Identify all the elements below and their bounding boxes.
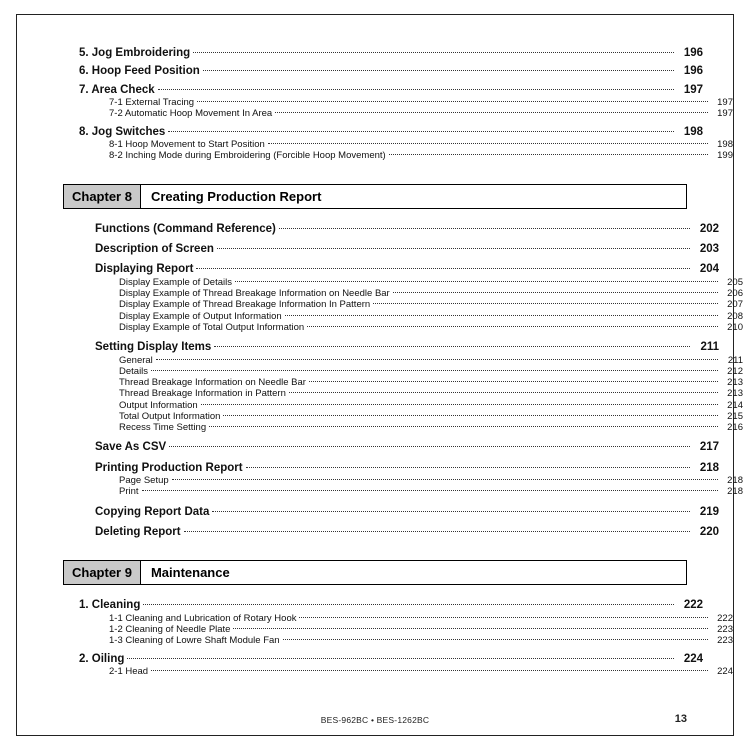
toc-entry-page: 211 xyxy=(727,354,743,366)
toc-entry[interactable] xyxy=(63,389,743,399)
toc-entry-page: 198 xyxy=(683,125,703,138)
toc-entry-label: Details xyxy=(119,365,149,377)
dot-leader xyxy=(172,479,718,480)
toc-entry[interactable] xyxy=(63,312,743,322)
toc-entry[interactable] xyxy=(63,98,733,108)
dot-leader xyxy=(373,303,718,304)
dot-leader xyxy=(279,228,690,229)
toc-entry[interactable] xyxy=(63,140,733,150)
toc-entry[interactable] xyxy=(63,625,733,635)
chapter-heading-9[interactable] xyxy=(63,560,687,585)
toc-entry[interactable] xyxy=(63,462,719,474)
toc-entry-label: Display Example of Thread Breakage Information on Needle Bar xyxy=(119,288,390,300)
toc-entry-label: Save As CSV xyxy=(95,441,167,454)
toc-entry-label: Printing Production Report xyxy=(95,461,243,474)
toc-entry[interactable] xyxy=(63,109,733,119)
toc-entry[interactable] xyxy=(63,476,743,486)
toc-entry[interactable] xyxy=(63,599,703,611)
toc-entry-page: 216 xyxy=(727,422,743,433)
toc-entry-label: 5. Jog Embroidering xyxy=(79,47,191,59)
page-border-frame xyxy=(16,14,743,736)
toc-entry[interactable] xyxy=(63,367,743,377)
toc-entry[interactable] xyxy=(63,526,719,538)
chapter-title: Maintenance xyxy=(141,561,686,584)
toc-entry-label: Copying Report Data xyxy=(95,505,210,518)
toc-entry-label: 7-1 External Tracing xyxy=(109,97,195,109)
toc-entry-label: Setting Display Items xyxy=(95,341,212,354)
toc-entry-page: 196 xyxy=(683,47,703,59)
toc-entry-page: 197 xyxy=(683,83,703,96)
toc-entry-label: 7-2 Automatic Hoop Movement In Area xyxy=(109,108,273,120)
dot-leader xyxy=(233,628,708,629)
toc-entry-page: 199 xyxy=(717,150,733,162)
toc-entry-label: 2-1 Head xyxy=(109,665,149,677)
toc-entry-page: 197 xyxy=(717,108,733,120)
toc-entry[interactable] xyxy=(63,667,733,677)
toc-entry[interactable] xyxy=(63,263,719,275)
dot-leader xyxy=(158,89,674,90)
dot-leader xyxy=(151,370,718,371)
toc-entry-label: 6. Hoop Feed Position xyxy=(79,65,200,78)
dot-leader xyxy=(214,346,690,347)
toc-entry-label: Description of Screen xyxy=(95,243,214,256)
dot-leader xyxy=(309,381,718,382)
toc-entry-page: 202 xyxy=(699,222,719,235)
page-number: 13 xyxy=(674,713,687,725)
toc-entry[interactable] xyxy=(63,300,743,310)
toc-entry-label: 7. Area Check xyxy=(79,83,155,96)
toc-entry-label: Functions (Command Reference) xyxy=(95,222,276,235)
dot-leader xyxy=(151,670,708,671)
toc-entry-label: 2. Oiling xyxy=(79,652,125,665)
toc-entry-page: 217 xyxy=(699,441,719,454)
toc-entry-page: 208 xyxy=(727,310,743,322)
toc-entry-label: General xyxy=(119,354,153,366)
toc-entry[interactable] xyxy=(63,614,733,624)
toc-entry-page: 210 xyxy=(727,321,743,333)
toc-entry-page: 204 xyxy=(699,263,719,276)
dot-leader xyxy=(197,101,708,102)
dot-leader xyxy=(209,426,718,427)
toc-entry[interactable] xyxy=(63,243,719,255)
dot-leader xyxy=(168,131,674,132)
toc-entry-label: 8. Jog Switches xyxy=(79,125,166,138)
toc-entry[interactable] xyxy=(63,506,719,518)
toc-entry-page: 224 xyxy=(717,665,733,677)
toc-entry[interactable] xyxy=(63,378,743,388)
toc-entry-label: 1-1 Cleaning and Lubrication of Rotary Hook xyxy=(109,612,297,624)
toc-entry[interactable] xyxy=(63,126,703,138)
toc-entry-page: 213 xyxy=(727,388,743,400)
toc-entry-label: Thread Breakage Information on Needle Bar xyxy=(119,377,306,388)
toc-entry-page: 196 xyxy=(683,65,703,78)
toc-entry-page: 222 xyxy=(683,599,703,612)
footer-model-text: BES-962BC • BES-1262BC xyxy=(320,715,430,725)
chapter-number: Chapter 8 xyxy=(64,185,141,208)
toc-entry-page: 214 xyxy=(727,399,743,411)
dot-leader xyxy=(289,392,718,393)
toc-entry-label: 1. Cleaning xyxy=(79,599,141,612)
dot-leader xyxy=(127,658,674,659)
dot-leader xyxy=(169,446,690,447)
toc-entry-label: Total Output Information xyxy=(119,410,221,422)
dot-leader xyxy=(235,281,718,282)
dot-leader xyxy=(201,404,718,405)
toc-entry[interactable] xyxy=(63,341,719,353)
dot-leader xyxy=(307,326,718,327)
toc-entry-page: 220 xyxy=(699,525,719,538)
dot-leader xyxy=(268,143,708,144)
toc-entry-page: 203 xyxy=(699,243,719,256)
table-of-contents xyxy=(63,47,743,677)
toc-entry-page: 224 xyxy=(683,652,703,665)
dot-leader xyxy=(142,490,718,491)
toc-section-chapter-8 xyxy=(63,222,743,539)
chapter-title: Creating Production Report xyxy=(141,185,686,208)
toc-entry-label: Display Example of Output Information xyxy=(119,310,282,322)
toc-entry-page: 198 xyxy=(717,139,733,151)
toc-section-chapter-9 xyxy=(63,599,733,677)
toc-entry[interactable] xyxy=(63,223,719,235)
toc-entry-page: 205 xyxy=(727,276,743,288)
dot-leader xyxy=(196,268,690,269)
toc-entry[interactable] xyxy=(63,84,703,96)
toc-entry-label: 8-2 Inching Mode during Embroidering (Forcible Hoop Movement) xyxy=(109,150,386,162)
toc-entry-label: Deleting Report xyxy=(95,525,181,538)
toc-entry-label: Displaying Report xyxy=(95,263,194,276)
dot-leader xyxy=(212,511,690,512)
toc-entry-label: Display Example of Thread Breakage Information In Pattern xyxy=(119,299,371,311)
toc-entry-label: Display Example of Details xyxy=(119,276,232,288)
toc-section-continuation xyxy=(63,47,733,162)
dot-leader xyxy=(275,112,708,113)
toc-entry-page: 215 xyxy=(727,410,743,422)
toc-entry-page: 218 xyxy=(727,486,743,498)
toc-entry-label: Output Information xyxy=(119,399,198,411)
dot-leader xyxy=(193,52,674,53)
toc-entry-page: 223 xyxy=(717,635,733,647)
toc-entry[interactable] xyxy=(63,636,733,646)
dot-leader xyxy=(283,639,708,640)
dot-leader xyxy=(393,292,718,293)
toc-entry-label: Print xyxy=(119,486,139,498)
toc-entry-page: 213 xyxy=(727,377,743,388)
toc-entry-page: 218 xyxy=(699,461,719,474)
toc-entry[interactable] xyxy=(63,151,733,161)
toc-entry-label: Display Example of Total Output Information xyxy=(119,321,305,333)
toc-entry-label: Recess Time Setting xyxy=(119,422,207,433)
toc-entry[interactable] xyxy=(63,278,743,288)
toc-entry-page: 212 xyxy=(727,365,743,377)
dot-leader xyxy=(223,415,718,416)
toc-entry[interactable] xyxy=(63,401,743,411)
dot-leader xyxy=(389,154,708,155)
toc-entry-page: 218 xyxy=(727,475,743,487)
toc-entry-label: 1-3 Cleaning of Lowre Shaft Module Fan xyxy=(109,635,280,647)
toc-entry[interactable] xyxy=(63,441,719,453)
toc-entry-label: 8-1 Hoop Movement to Start Position xyxy=(109,139,265,151)
toc-entry-page: 223 xyxy=(717,624,733,636)
toc-entry[interactable] xyxy=(63,323,743,333)
toc-entry-page: 197 xyxy=(717,97,733,109)
toc-entry-label: Thread Breakage Information in Pattern xyxy=(119,388,286,400)
dot-leader xyxy=(184,531,690,532)
dot-leader xyxy=(156,359,718,360)
toc-entry-page: 219 xyxy=(699,505,719,518)
toc-entry[interactable] xyxy=(63,653,703,665)
dot-leader xyxy=(285,315,718,316)
toc-entry[interactable] xyxy=(63,47,703,59)
chapter-heading-8[interactable] xyxy=(63,184,687,209)
dot-leader xyxy=(143,604,674,605)
toc-entry-page: 206 xyxy=(727,288,743,300)
dot-leader xyxy=(217,248,690,249)
toc-entry[interactable] xyxy=(63,289,743,299)
toc-entry[interactable] xyxy=(63,65,703,77)
toc-entry[interactable] xyxy=(63,412,743,422)
toc-entry[interactable] xyxy=(63,487,743,497)
toc-entry-page: 211 xyxy=(700,341,719,354)
dot-leader xyxy=(299,617,708,618)
dot-leader xyxy=(203,70,674,71)
chapter-number: Chapter 9 xyxy=(64,561,141,584)
toc-entry-page: 222 xyxy=(717,612,733,624)
toc-entry-label: Page Setup xyxy=(119,475,169,487)
dot-leader xyxy=(246,467,690,468)
toc-entry[interactable] xyxy=(63,423,743,433)
toc-entry-label: 1-2 Cleaning of Needle Plate xyxy=(109,624,231,636)
toc-entry[interactable] xyxy=(63,356,743,366)
toc-entry-page: 207 xyxy=(727,299,743,311)
